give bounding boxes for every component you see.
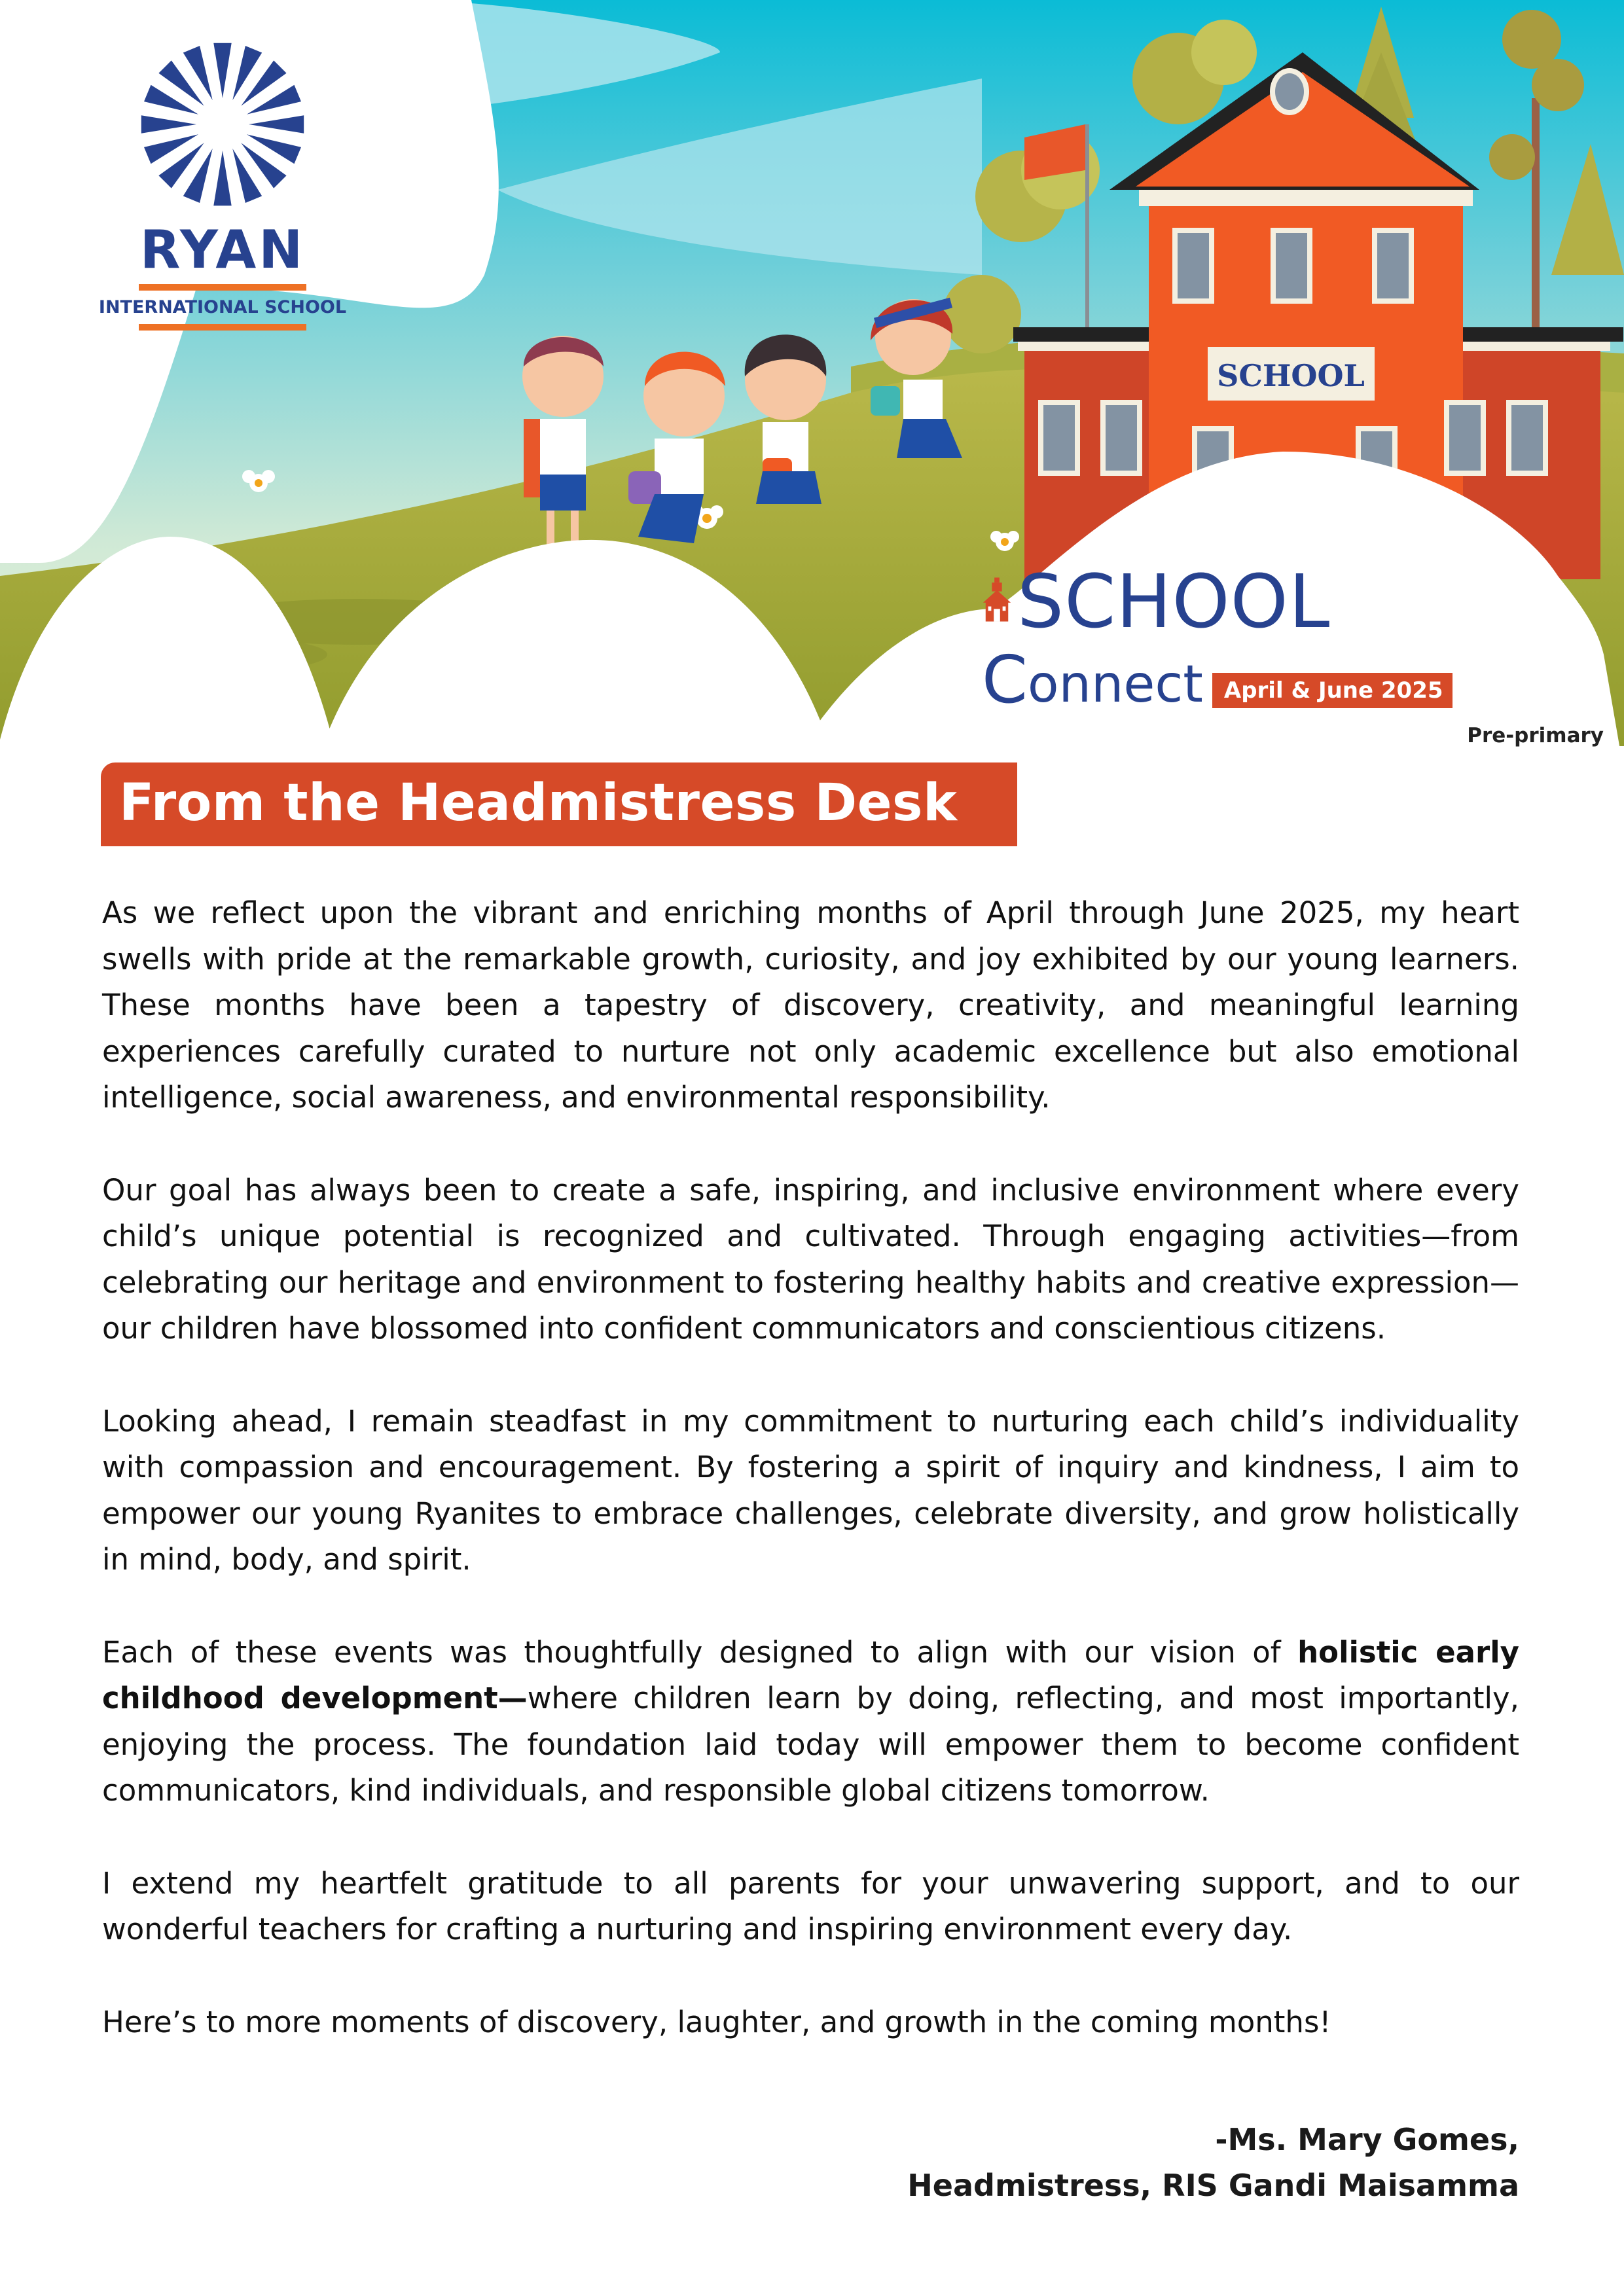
logo-ray — [249, 115, 304, 133]
level-label: Pre-primary — [1467, 724, 1604, 747]
masthead-row-school — [982, 560, 1331, 645]
logo-ray — [213, 43, 231, 98]
building-sign-text: SCHOOL — [1217, 358, 1365, 393]
logo-bar-bottom — [139, 324, 306, 331]
paragraph-1: As we reflect upon the vibrant and enriching months of April through June 2025, my heart swells with pride at the remarkable growth, curiosity, and joy exhibited by our young learners. These months have been a tapestry of discovery, creativity, and meaningful learning experiences carefully curated to nurture not only academic excellence but also emotional intelligence, social awareness, and environmental responsibility. — [102, 895, 1519, 1115]
masthead-row-connect — [982, 641, 1453, 718]
letter-body — [102, 890, 1519, 2092]
section-heading: From the Headmistress Desk — [119, 774, 958, 833]
sunburst-logo-icon — [134, 39, 311, 209]
paragraph-3: Looking ahead, I remain steadfast in my commitment to nurturing each child’s individuality with compassion and encouragement. By fostering a spirit of inquiry and kindness, I aim to empower our young Ryanites to embrace challenges, celebrate diversity, and grow holistically in mind, body, and spirit. — [102, 1403, 1519, 1577]
logo-bar-top — [139, 284, 306, 291]
paragraph-6: Here’s to more moments of discovery, laughter, and growth in the coming months! — [102, 2004, 1331, 2039]
logo-subtitle: INTERNATIONAL SCHOOL — [98, 297, 347, 317]
signature-block — [907, 2117, 1519, 2208]
paragraph-2: Our goal has always been to create a safe, inspiring, and inclusive environment where every child’s unique potential is recognized and cultivated. Through engaging activities—from celebrating our heritage and environment to fostering healthy habits and creative expression—our children have blossomed into confident communicators and conscientious citizens. — [102, 1172, 1519, 1346]
paragraph-4-start: Each of these events was thoughtfully designed to align with our vision of — [102, 1634, 1298, 1670]
schoolhouse-icon — [982, 577, 1012, 622]
paragraph-4 — [102, 1630, 1519, 1814]
issue-date-ribbon: April & June 2025 — [1212, 673, 1453, 708]
section-heading-banner — [101, 762, 1017, 846]
paragraph-5: I extend my heartfelt gratitude to all parents for your unwavering support, and to our wonderful teachers for crafting a nurturing and inspiring environment every day. — [102, 1865, 1519, 1946]
paragraph-4-emphasis: holistic early childhood development— — [102, 1634, 1519, 1715]
newsletter-masthead — [982, 560, 1610, 759]
logo-ray — [141, 115, 196, 133]
masthead-title-connect: onnect — [1027, 655, 1203, 714]
ryan-logo — [85, 39, 360, 338]
signatory-name: -Ms. Mary Gomes, — [1215, 2122, 1519, 2157]
paragraph-4-end: where children learn by doing, reflecting, and most importantly, enjoying the process. The foundation laid today will empower them to become confident communicators, kind individuals, and responsible global citizens tomorrow. — [102, 1681, 1519, 1808]
logo-ray — [213, 151, 231, 206]
logo-wordmark: RYAN — [139, 219, 306, 280]
masthead-title-c: C — [982, 641, 1028, 718]
masthead-title-school: SCHOOL — [1017, 560, 1331, 645]
signatory-title: Headmistress, RIS Gandi Maisamma — [907, 2168, 1519, 2203]
